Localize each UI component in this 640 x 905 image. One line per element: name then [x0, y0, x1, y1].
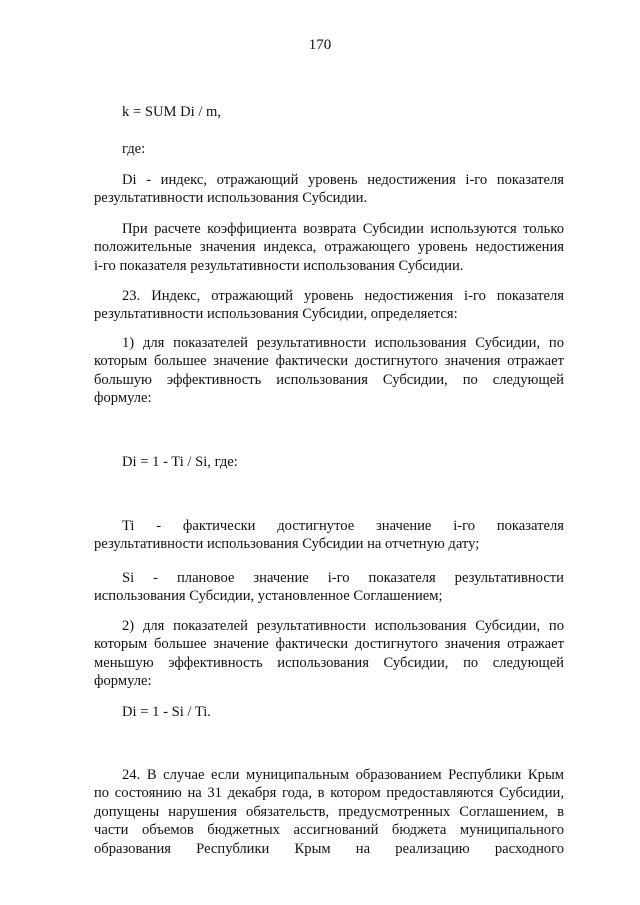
paragraph-line: результативности использования Субсидии.	[94, 190, 368, 207]
paragraph-si-definition	[94, 569, 564, 606]
paragraph-line: которым большее значение фактически достигнутого значения отражает	[94, 636, 564, 653]
paragraph-line: i-го показателя результативности использования Субсидии.	[94, 257, 464, 274]
paragraph-line: формуле:	[94, 390, 152, 407]
paragraph-line: результативности использования Субсидии на отчетную дату;	[94, 536, 480, 553]
paragraph-line: Di - индекс, отражающий уровень недостижения i-го показателя	[122, 172, 564, 188]
paragraph-return-coefficient	[94, 220, 564, 275]
paragraph-line: меньшую эффективность использования Субсидии, по следующей	[94, 654, 564, 671]
paragraph-23	[94, 287, 564, 324]
paragraph-line: большую эффективность использования Субсидии, по следующей	[94, 371, 564, 388]
paragraph-line: При расчете коэффициента возврата Субсидии используются только	[122, 221, 564, 237]
formula-di-2-text: Di = 1 - Si / Ti.	[122, 704, 211, 720]
where-text: где:	[122, 141, 146, 157]
paragraph-item-1	[94, 334, 564, 408]
formula-di-1	[94, 453, 564, 471]
where-label	[94, 140, 564, 158]
paragraph-line: по состоянию на 31 декабря года, в котором предоставляются Субсидии,	[94, 785, 564, 802]
formula-di-1-text: Di = 1 - Ti / Si, где:	[122, 454, 238, 470]
formula-k	[94, 103, 564, 121]
formula-di-2	[94, 703, 564, 721]
paragraph-line: образования Республики Крым на реализацию расходного	[94, 840, 564, 857]
paragraph-line: которым большее значение фактически достигнутого значения отражает	[94, 353, 564, 370]
paragraph-line: 1) для показателей результативности использования Субсидии, по	[122, 335, 564, 351]
formula-k-text: k = SUM Di / m,	[122, 104, 222, 120]
paragraph-di-definition	[94, 171, 564, 208]
paragraph-item-2	[94, 617, 564, 691]
paragraph-line: 23. Индекс, отражающий уровень недостижения i-го показателя	[122, 288, 564, 304]
paragraph-line: 24. В случае если муниципальным образованием Республики Крым	[122, 767, 564, 783]
paragraph-line: части объемов бюджетных ассигнований бюджета муниципального	[94, 822, 564, 839]
paragraph-ti-definition	[94, 517, 564, 554]
paragraph-line: использования Субсидии, установленное Соглашением;	[94, 588, 443, 605]
paragraph-24	[94, 766, 564, 858]
page-number: 170	[308, 37, 332, 53]
paragraph-line: Si - плановое значение i-го показателя результативности	[122, 570, 564, 586]
paragraph-line: допущены нарушения обязательств, предусмотренных Соглашением, в	[94, 803, 564, 820]
paragraph-line: результативности использования Субсидии, определяется:	[94, 306, 458, 323]
paragraph-line: 2) для показателей результативности использования Субсидии, по	[122, 618, 564, 634]
paragraph-line: Ti - фактически достигнутое значение i-го показателя	[122, 518, 564, 534]
paragraph-line: положительные значения индекса, отражающего уровень недостижения	[94, 239, 564, 256]
paragraph-line: формуле:	[94, 673, 152, 690]
